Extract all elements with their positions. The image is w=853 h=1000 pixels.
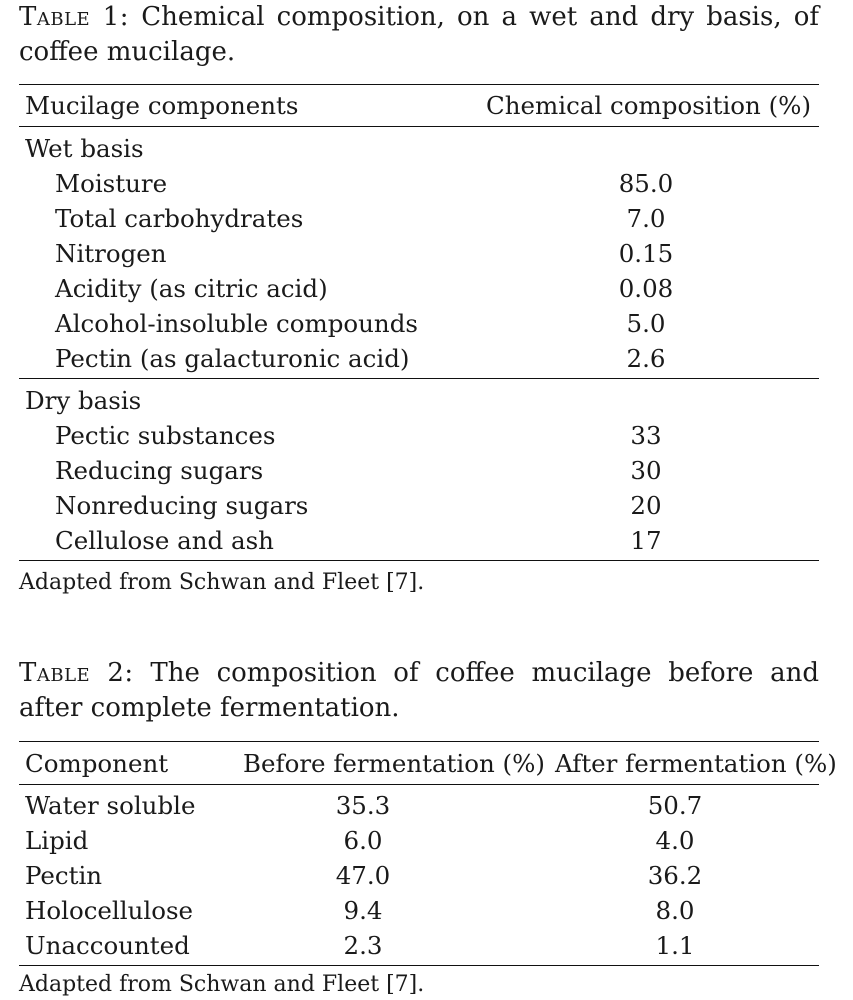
row-name: Water soluble — [25, 791, 196, 820]
table-row — [19, 166, 819, 201]
row-name: Moisture — [55, 169, 168, 198]
table-row — [19, 488, 819, 523]
row-after: 50.7 — [647, 791, 703, 820]
table1-header-row — [19, 88, 819, 123]
row-name: Cellulose and ash — [55, 526, 274, 555]
table2-header-row — [19, 746, 837, 781]
table-row — [19, 271, 819, 306]
row-name: Nonreducing sugars — [55, 491, 309, 520]
row-name: Pectic substances — [55, 421, 276, 450]
row-value: 33 — [630, 421, 662, 450]
row-value: 0.15 — [618, 239, 674, 268]
table2-bottom-rule — [19, 965, 819, 966]
row-name: Lipid — [25, 826, 89, 855]
table-row — [19, 341, 819, 376]
row-name: Unaccounted — [25, 931, 190, 960]
row-after: 8.0 — [655, 896, 695, 925]
table2-header-component: Component — [25, 749, 169, 778]
row-after: 1.1 — [655, 931, 695, 960]
row-after: 36.2 — [647, 861, 703, 890]
row-before: 35.3 — [335, 791, 391, 820]
table1-header-components: Mucilage components — [25, 91, 299, 120]
table-row — [19, 893, 819, 928]
table2-header-rule — [19, 784, 819, 785]
row-before: 6.0 — [343, 826, 383, 855]
table2-caption-label: Table 2: — [19, 658, 134, 688]
table1-header-composition: Chemical composition (%) — [486, 91, 811, 120]
row-value: 20 — [630, 491, 662, 520]
row-value: 5.0 — [626, 309, 666, 338]
table2-top-rule — [19, 741, 819, 742]
table2-note: Adapted from Schwan and Fleet [7]. — [19, 972, 425, 997]
row-value: 85.0 — [618, 169, 674, 198]
table1-note: Adapted from Schwan and Fleet [7]. — [19, 570, 425, 595]
row-value: 0.08 — [618, 274, 674, 303]
table-row — [19, 858, 819, 893]
table-row — [19, 823, 819, 858]
table1-section-wet — [19, 131, 819, 166]
row-name: Reducing sugars — [55, 456, 264, 485]
table-row — [19, 306, 819, 341]
row-value: 7.0 — [626, 204, 666, 233]
row-before: 47.0 — [335, 861, 391, 890]
row-name: Nitrogen — [55, 239, 167, 268]
row-name: Alcohol-insoluble compounds — [55, 309, 418, 338]
table2-header-after: After fermentation (%) — [555, 749, 837, 778]
row-after: 4.0 — [655, 826, 695, 855]
table-row — [19, 453, 819, 488]
table-row — [19, 418, 819, 453]
table1-section-rule — [19, 378, 819, 379]
wet-basis-label: Wet basis — [25, 134, 144, 163]
row-name: Pectin (as galacturonic acid) — [55, 344, 410, 373]
table2-caption — [19, 656, 819, 726]
table2-header-before: Before fermentation (%) — [243, 749, 545, 778]
table2-caption-text: The composition of coffee mucilage before and after complete fermentation. — [19, 658, 820, 723]
row-name: Total carbohydrates — [55, 204, 304, 233]
table1-caption-label: Table 1: — [19, 2, 130, 32]
table1-bottom-rule — [19, 560, 819, 561]
row-name: Holocellulose — [25, 896, 194, 925]
row-before: 2.3 — [343, 931, 383, 960]
table1-section-dry — [19, 383, 819, 418]
table1-caption — [19, 0, 819, 70]
table-row — [19, 928, 819, 963]
dry-basis-label: Dry basis — [25, 386, 142, 415]
row-value: 2.6 — [626, 344, 666, 373]
row-name: Pectin — [25, 861, 103, 890]
table1-top-rule — [19, 84, 819, 85]
table-row — [19, 523, 819, 558]
table-row — [19, 236, 819, 271]
table-row — [19, 201, 819, 236]
table1-caption-text: Chemical composition, on a wet and dry basis, of coffee mucilage. — [19, 2, 819, 67]
row-value: 30 — [630, 456, 662, 485]
table1-header-rule — [19, 126, 819, 127]
row-name: Acidity (as citric acid) — [55, 274, 328, 303]
table-row — [19, 788, 819, 823]
row-value: 17 — [630, 526, 662, 555]
row-before: 9.4 — [343, 896, 383, 925]
